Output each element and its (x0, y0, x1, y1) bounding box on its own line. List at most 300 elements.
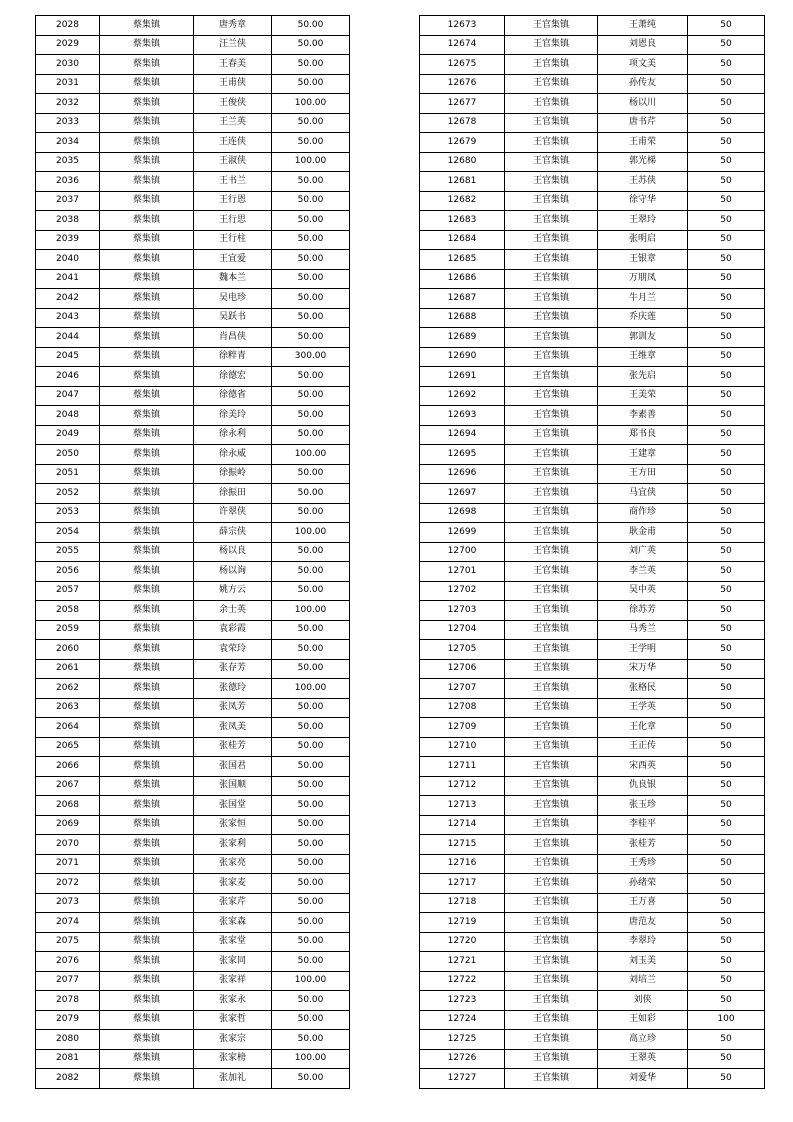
table-row (420, 308, 765, 328)
serial-number-cell: 2053 (36, 503, 100, 523)
name-cell: 李素善 (598, 406, 688, 426)
name-cell: 张家哲 (194, 1010, 272, 1030)
serial-number-cell: 2068 (36, 796, 100, 816)
name-cell: 刘玉美 (598, 952, 688, 972)
amount-cell: 50.00 (272, 698, 350, 718)
amount-cell: 100.00 (272, 152, 350, 172)
amount-cell: 50 (688, 250, 765, 270)
table-row (420, 1069, 765, 1089)
serial-number-cell: 2042 (36, 289, 100, 309)
township-cell: 蔡集镇 (100, 1010, 194, 1030)
name-cell: 徐粹青 (194, 347, 272, 367)
table-row (420, 464, 765, 484)
table-row (420, 913, 765, 933)
serial-number-cell: 12698 (420, 503, 505, 523)
serial-number-cell: 12678 (420, 113, 505, 133)
serial-number-cell: 2030 (36, 55, 100, 75)
name-cell: 张桂芳 (194, 737, 272, 757)
township-cell: 王官集镇 (505, 211, 598, 231)
table-row (420, 718, 765, 738)
table-row (420, 484, 765, 504)
table-row (36, 464, 350, 484)
name-cell: 王维章 (598, 347, 688, 367)
table-row (36, 913, 350, 933)
right-roster-body (420, 16, 765, 1089)
serial-number-cell: 12700 (420, 542, 505, 562)
name-cell: 王正传 (598, 737, 688, 757)
table-row (36, 874, 350, 894)
table-row (36, 1010, 350, 1030)
table-row (36, 425, 350, 445)
name-cell: 王书兰 (194, 172, 272, 192)
table-row (36, 503, 350, 523)
serial-number-cell: 12693 (420, 406, 505, 426)
serial-number-cell: 12701 (420, 562, 505, 582)
serial-number-cell: 12725 (420, 1030, 505, 1050)
table-row (420, 1010, 765, 1030)
amount-cell: 50 (688, 406, 765, 426)
table-row (420, 191, 765, 211)
township-cell: 王官集镇 (505, 932, 598, 952)
table-row (420, 172, 765, 192)
amount-cell: 100.00 (272, 679, 350, 699)
table-row (420, 35, 765, 55)
township-cell: 王官集镇 (505, 74, 598, 94)
serial-number-cell: 12724 (420, 1010, 505, 1030)
amount-cell: 100.00 (272, 523, 350, 543)
serial-number-cell: 2029 (36, 35, 100, 55)
township-cell: 蔡集镇 (100, 347, 194, 367)
serial-number-cell: 12720 (420, 932, 505, 952)
township-cell: 王官集镇 (505, 718, 598, 738)
name-cell: 吴中英 (598, 581, 688, 601)
amount-cell: 50.00 (272, 620, 350, 640)
amount-cell: 50.00 (272, 757, 350, 777)
township-cell: 王官集镇 (505, 94, 598, 114)
table-row (420, 776, 765, 796)
name-cell: 王宜爱 (194, 250, 272, 270)
serial-number-cell: 2034 (36, 133, 100, 153)
name-cell: 张存芳 (194, 659, 272, 679)
amount-cell: 50.00 (272, 1069, 350, 1089)
table-row (36, 445, 350, 465)
serial-number-cell: 2035 (36, 152, 100, 172)
amount-cell: 50 (688, 874, 765, 894)
township-cell: 蔡集镇 (100, 542, 194, 562)
table-row (420, 1030, 765, 1050)
table-row (420, 1049, 765, 1069)
amount-cell: 50 (688, 737, 765, 757)
name-cell: 徐振岭 (194, 464, 272, 484)
amount-cell: 50.00 (272, 737, 350, 757)
table-row (36, 932, 350, 952)
amount-cell: 50.00 (272, 35, 350, 55)
township-cell: 王官集镇 (505, 854, 598, 874)
township-cell: 王官集镇 (505, 16, 598, 36)
serial-number-cell: 12682 (420, 191, 505, 211)
name-cell: 张家同 (194, 952, 272, 972)
amount-cell: 50 (688, 347, 765, 367)
amount-cell: 50 (688, 601, 765, 621)
serial-number-cell: 12706 (420, 659, 505, 679)
name-cell: 王苏侠 (598, 172, 688, 192)
amount-cell: 50 (688, 152, 765, 172)
name-cell: 李兰英 (598, 562, 688, 582)
table-row (420, 74, 765, 94)
name-cell: 王学明 (598, 640, 688, 660)
serial-number-cell: 12716 (420, 854, 505, 874)
name-cell: 张家永 (194, 991, 272, 1011)
table-row (36, 328, 350, 348)
name-cell: 张家堂 (194, 932, 272, 952)
name-cell: 袁荣玲 (194, 640, 272, 660)
amount-cell: 50 (688, 1069, 765, 1089)
serial-number-cell: 12722 (420, 971, 505, 991)
table-row (420, 737, 765, 757)
amount-cell: 50.00 (272, 425, 350, 445)
table-row (36, 620, 350, 640)
table-row (36, 289, 350, 309)
name-cell: 王俊侠 (194, 94, 272, 114)
left-roster-table (35, 15, 350, 1089)
table-row (420, 952, 765, 972)
serial-number-cell: 2071 (36, 854, 100, 874)
serial-number-cell: 12713 (420, 796, 505, 816)
township-cell: 蔡集镇 (100, 289, 194, 309)
amount-cell: 50.00 (272, 581, 350, 601)
serial-number-cell: 12686 (420, 269, 505, 289)
serial-number-cell: 2040 (36, 250, 100, 270)
township-cell: 王官集镇 (505, 55, 598, 75)
amount-cell: 50.00 (272, 932, 350, 952)
township-cell: 王官集镇 (505, 1049, 598, 1069)
table-row (36, 893, 350, 913)
right-roster-table (419, 15, 765, 1089)
table-row (36, 679, 350, 699)
township-cell: 蔡集镇 (100, 386, 194, 406)
serial-number-cell: 12673 (420, 16, 505, 36)
serial-number-cell: 12718 (420, 893, 505, 913)
township-cell: 王官集镇 (505, 35, 598, 55)
name-cell: 王翠英 (598, 1049, 688, 1069)
table-row (420, 250, 765, 270)
serial-number-cell: 12715 (420, 835, 505, 855)
name-cell: 张加礼 (194, 1069, 272, 1089)
township-cell: 王官集镇 (505, 835, 598, 855)
table-row (420, 581, 765, 601)
amount-cell: 50.00 (272, 269, 350, 289)
name-cell: 张家恒 (194, 815, 272, 835)
township-cell: 蔡集镇 (100, 737, 194, 757)
table-row (36, 757, 350, 777)
table-row (420, 971, 765, 991)
amount-cell: 50 (688, 952, 765, 972)
serial-number-cell: 12674 (420, 35, 505, 55)
name-cell: 张国顺 (194, 776, 272, 796)
township-cell: 王官集镇 (505, 757, 598, 777)
township-cell: 王官集镇 (505, 601, 598, 621)
table-row (420, 367, 765, 387)
table-row (420, 991, 765, 1011)
amount-cell: 50 (688, 230, 765, 250)
amount-cell: 50 (688, 1030, 765, 1050)
table-row (36, 35, 350, 55)
township-cell: 王官集镇 (505, 328, 598, 348)
serial-number-cell: 2043 (36, 308, 100, 328)
township-cell: 蔡集镇 (100, 269, 194, 289)
serial-number-cell: 2041 (36, 269, 100, 289)
serial-number-cell: 12726 (420, 1049, 505, 1069)
serial-number-cell: 2038 (36, 211, 100, 231)
serial-number-cell: 2066 (36, 757, 100, 777)
township-cell: 王官集镇 (505, 913, 598, 933)
table-row (36, 269, 350, 289)
table-row (36, 191, 350, 211)
table-row (420, 386, 765, 406)
name-cell: 吴跃书 (194, 308, 272, 328)
name-cell: 张家利 (194, 835, 272, 855)
amount-cell: 50 (688, 113, 765, 133)
amount-cell: 50 (688, 757, 765, 777)
serial-number-cell: 12696 (420, 464, 505, 484)
serial-number-cell: 2081 (36, 1049, 100, 1069)
table-row (36, 854, 350, 874)
township-cell: 王官集镇 (505, 1069, 598, 1089)
amount-cell: 50 (688, 172, 765, 192)
table-row (420, 679, 765, 699)
name-cell: 许翠侠 (194, 503, 272, 523)
table-row (420, 815, 765, 835)
amount-cell: 50.00 (272, 172, 350, 192)
name-cell: 王银章 (598, 250, 688, 270)
township-cell: 王官集镇 (505, 542, 598, 562)
name-cell: 唐范友 (598, 913, 688, 933)
serial-number-cell: 2036 (36, 172, 100, 192)
township-cell: 蔡集镇 (100, 718, 194, 738)
name-cell: 张桂芳 (598, 835, 688, 855)
township-cell: 蔡集镇 (100, 191, 194, 211)
serial-number-cell: 2077 (36, 971, 100, 991)
township-cell: 蔡集镇 (100, 932, 194, 952)
township-cell: 蔡集镇 (100, 835, 194, 855)
table-row (420, 601, 765, 621)
serial-number-cell: 2050 (36, 445, 100, 465)
serial-number-cell: 12679 (420, 133, 505, 153)
township-cell: 王官集镇 (505, 503, 598, 523)
township-cell: 蔡集镇 (100, 445, 194, 465)
township-cell: 王官集镇 (505, 562, 598, 582)
serial-number-cell: 12710 (420, 737, 505, 757)
name-cell: 孙绪荣 (598, 874, 688, 894)
township-cell: 蔡集镇 (100, 484, 194, 504)
amount-cell: 50.00 (272, 211, 350, 231)
township-cell: 王官集镇 (505, 679, 598, 699)
township-cell: 蔡集镇 (100, 757, 194, 777)
name-cell: 万朋凤 (598, 269, 688, 289)
amount-cell: 50.00 (272, 55, 350, 75)
serial-number-cell: 2070 (36, 835, 100, 855)
amount-cell: 50.00 (272, 503, 350, 523)
amount-cell: 50 (688, 562, 765, 582)
name-cell: 郑书良 (598, 425, 688, 445)
name-cell: 张国君 (194, 757, 272, 777)
township-cell: 王官集镇 (505, 523, 598, 543)
name-cell: 吴电珍 (194, 289, 272, 309)
name-cell: 王翠玲 (598, 211, 688, 231)
township-cell: 蔡集镇 (100, 250, 194, 270)
serial-number-cell: 12727 (420, 1069, 505, 1089)
name-cell: 张凤美 (194, 718, 272, 738)
table-row (420, 562, 765, 582)
table-row (36, 737, 350, 757)
township-cell: 蔡集镇 (100, 230, 194, 250)
name-cell: 王甫荣 (598, 133, 688, 153)
table-row (420, 230, 765, 250)
table-row (420, 406, 765, 426)
serial-number-cell: 12690 (420, 347, 505, 367)
serial-number-cell: 2044 (36, 328, 100, 348)
township-cell: 王官集镇 (505, 367, 598, 387)
name-cell: 徐德省 (194, 386, 272, 406)
name-cell: 项文美 (598, 55, 688, 75)
amount-cell: 50.00 (272, 191, 350, 211)
amount-cell: 50 (688, 971, 765, 991)
name-cell: 马秀兰 (598, 620, 688, 640)
name-cell: 王兰英 (194, 113, 272, 133)
name-cell: 张家宗 (194, 1030, 272, 1050)
amount-cell: 50.00 (272, 74, 350, 94)
township-cell: 王官集镇 (505, 1010, 598, 1030)
amount-cell: 50.00 (272, 406, 350, 426)
name-cell: 耿金甫 (598, 523, 688, 543)
township-cell: 蔡集镇 (100, 328, 194, 348)
table-row (420, 347, 765, 367)
amount-cell: 50.00 (272, 464, 350, 484)
name-cell: 王淑侠 (194, 152, 272, 172)
table-row (420, 289, 765, 309)
amount-cell: 50 (688, 542, 765, 562)
township-cell: 蔡集镇 (100, 94, 194, 114)
amount-cell: 100 (688, 1010, 765, 1030)
table-row (420, 211, 765, 231)
serial-number-cell: 2049 (36, 425, 100, 445)
name-cell: 李桂平 (598, 815, 688, 835)
serial-number-cell: 2080 (36, 1030, 100, 1050)
serial-number-cell: 12723 (420, 991, 505, 1011)
table-row (36, 815, 350, 835)
name-cell: 徐永利 (194, 425, 272, 445)
name-cell: 高立珍 (598, 1030, 688, 1050)
township-cell: 王官集镇 (505, 737, 598, 757)
table-row (420, 269, 765, 289)
name-cell: 王行恩 (194, 191, 272, 211)
serial-number-cell: 2079 (36, 1010, 100, 1030)
table-row (420, 16, 765, 36)
table-row (420, 932, 765, 952)
serial-number-cell: 12703 (420, 601, 505, 621)
name-cell: 刘恩良 (598, 35, 688, 55)
township-cell: 蔡集镇 (100, 152, 194, 172)
name-cell: 张玉珍 (598, 796, 688, 816)
serial-number-cell: 2033 (36, 113, 100, 133)
serial-number-cell: 12709 (420, 718, 505, 738)
table-row (36, 211, 350, 231)
township-cell: 王官集镇 (505, 659, 598, 679)
name-cell: 王美荣 (598, 386, 688, 406)
name-cell: 杨以询 (194, 562, 272, 582)
township-cell: 蔡集镇 (100, 367, 194, 387)
serial-number-cell: 2069 (36, 815, 100, 835)
township-cell: 蔡集镇 (100, 35, 194, 55)
serial-number-cell: 12719 (420, 913, 505, 933)
amount-cell: 50 (688, 328, 765, 348)
township-cell: 王官集镇 (505, 815, 598, 835)
township-cell: 王官集镇 (505, 796, 598, 816)
township-cell: 蔡集镇 (100, 211, 194, 231)
township-cell: 蔡集镇 (100, 620, 194, 640)
amount-cell: 50 (688, 679, 765, 699)
name-cell: 张明启 (598, 230, 688, 250)
name-cell: 王萧纯 (598, 16, 688, 36)
township-cell: 王官集镇 (505, 464, 598, 484)
name-cell: 张家祥 (194, 971, 272, 991)
table-row (36, 640, 350, 660)
township-cell: 王官集镇 (505, 386, 598, 406)
township-cell: 王官集镇 (505, 698, 598, 718)
table-row (36, 74, 350, 94)
table-row (420, 893, 765, 913)
amount-cell: 50 (688, 620, 765, 640)
serial-number-cell: 12677 (420, 94, 505, 114)
serial-number-cell: 2032 (36, 94, 100, 114)
township-cell: 王官集镇 (505, 776, 598, 796)
amount-cell: 50.00 (272, 367, 350, 387)
amount-cell: 50.00 (272, 16, 350, 36)
township-cell: 王官集镇 (505, 952, 598, 972)
table-row (36, 16, 350, 36)
name-cell: 王甫侠 (194, 74, 272, 94)
township-cell: 蔡集镇 (100, 854, 194, 874)
name-cell: 王春美 (194, 55, 272, 75)
township-cell: 王官集镇 (505, 620, 598, 640)
amount-cell: 50 (688, 854, 765, 874)
township-cell: 王官集镇 (505, 581, 598, 601)
township-cell: 蔡集镇 (100, 523, 194, 543)
amount-cell: 100.00 (272, 1049, 350, 1069)
name-cell: 王连侠 (194, 133, 272, 153)
serial-number-cell: 2051 (36, 464, 100, 484)
name-cell: 王方田 (598, 464, 688, 484)
name-cell: 王建章 (598, 445, 688, 465)
amount-cell: 50.00 (272, 1010, 350, 1030)
table-row (36, 55, 350, 75)
serial-number-cell: 12721 (420, 952, 505, 972)
amount-cell: 50 (688, 386, 765, 406)
township-cell: 蔡集镇 (100, 679, 194, 699)
township-cell: 王官集镇 (505, 425, 598, 445)
amount-cell: 50.00 (272, 893, 350, 913)
name-cell: 孙传友 (598, 74, 688, 94)
amount-cell: 100.00 (272, 94, 350, 114)
serial-number-cell: 2074 (36, 913, 100, 933)
table-row (36, 406, 350, 426)
amount-cell: 50 (688, 796, 765, 816)
amount-cell: 50.00 (272, 776, 350, 796)
name-cell: 姚方云 (194, 581, 272, 601)
amount-cell: 50.00 (272, 230, 350, 250)
name-cell: 杨以川 (598, 94, 688, 114)
township-cell: 蔡集镇 (100, 113, 194, 133)
